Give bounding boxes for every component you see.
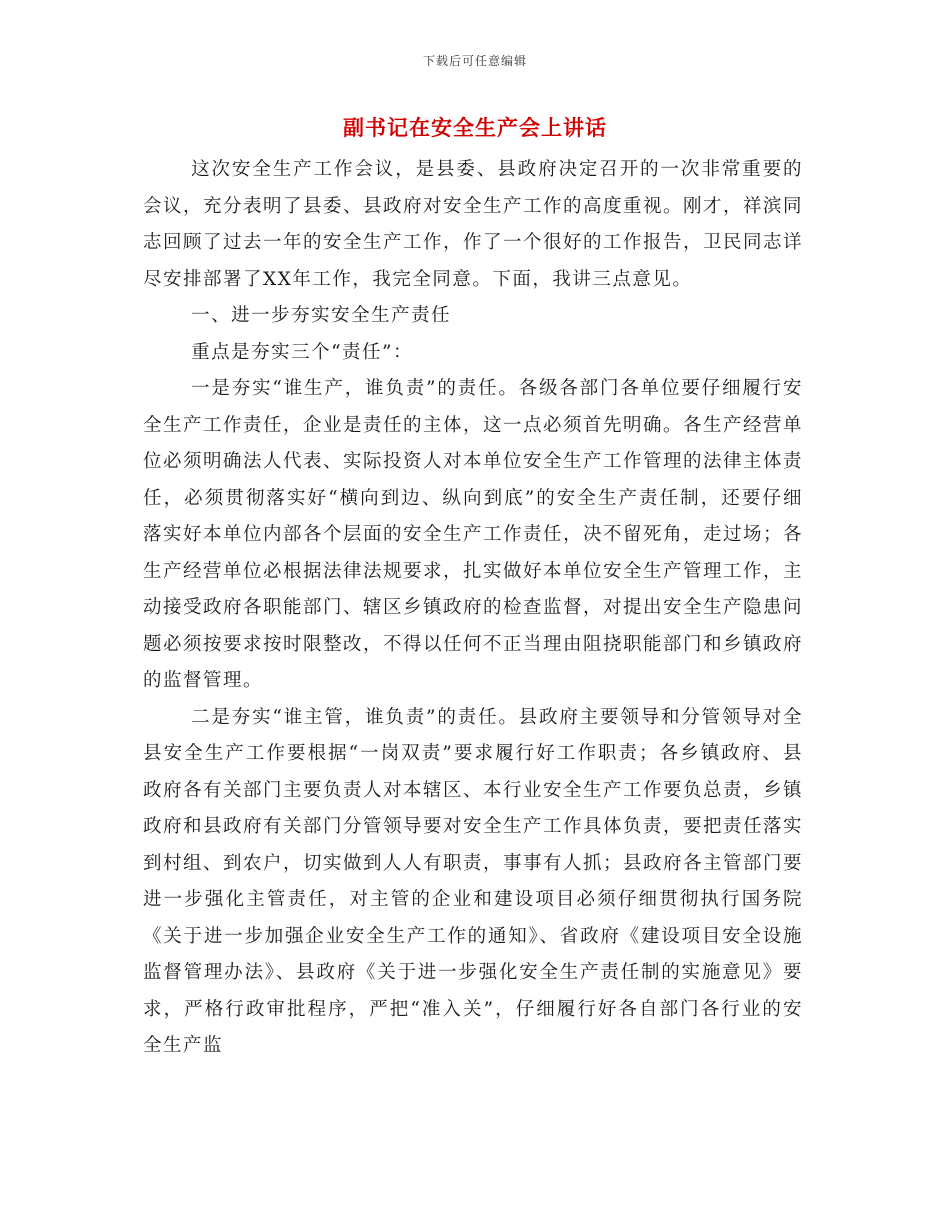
paragraph-responsibility-2: 二是夯实“谁主管，谁负责”的责任。县政府主要领导和分管领导对全县安全生产工作要根据“一岗双责”要求履行好工作职责；各乡镇政府、县政府各有关部门主要负责人对本辖区、本行业安全生产工作要负总责，乡镇政府和县政府有关部门分管领导要对安全生产工作具体负责，要把责任落实到村组、到农户，切实做到人人有职责，事事有人抓；县政府各主管部门要进一步强化主管责任，对主管的企业和建设项目必须仔细贯彻执行国务院《关于进一步加强企业安全生产工作的通知》、省政府《建设项目安全设施监督管理办法》、县政府《关于进一步强化安全生产责任制的实施意见》要求，严格行政审批程序，严把“准入关”，仔细履行好各自部门各行业的安全生产监 [143, 706, 804, 1056]
paragraph-responsibility-1: 一是夯实“谁生产，谁负责”的责任。各级各部门各单位要仔细履行安全生产工作责任，企业是责任的主体，这一点必须首先明确。各生产经营单位必须明确法人代表、实际投资人对本单位安全生产工作管理的法律主体责任，必须贯彻落实好“横向到边、纵向到底”的安全生产责任制，还要仔细落实好本单位内部各个层面的安全生产工作责任，决不留死角，走过场；各生产经营单位必根据法律法规要求，扎实做好本单位安全生产管理工作，主动接受政府各职能部门、辖区乡镇政府的检查监督，对提出安全生产隐患问题必须按要求按时限整改，不得以任何不正当理由阻挠职能部门和乡镇政府的监督管理。 [143, 378, 804, 691]
header-note: 下载后可任意编辑 [422, 54, 527, 68]
paragraph-intro: 这次安全生产工作会议，是县委、县政府决定召开的一次非常重要的会议，充分表明了县委、县政府对安全生产工作的高度重视。刚才，祥滨同志回顾了过去一年的安全生产工作，作了一个很好的工作报告，卫民同志详尽安排部署了XX年工作，我完全同意。下面，我讲三点意见。 [143, 159, 804, 290]
section-heading-1: 一、进一步夯实安全生产责任 [191, 305, 452, 326]
document-title: 副书记在安全生产会上讲话 [343, 115, 607, 140]
document-body [143, 152, 803, 1065]
paragraph-key-points: 重点是夯实三个“责任”： [191, 341, 414, 363]
